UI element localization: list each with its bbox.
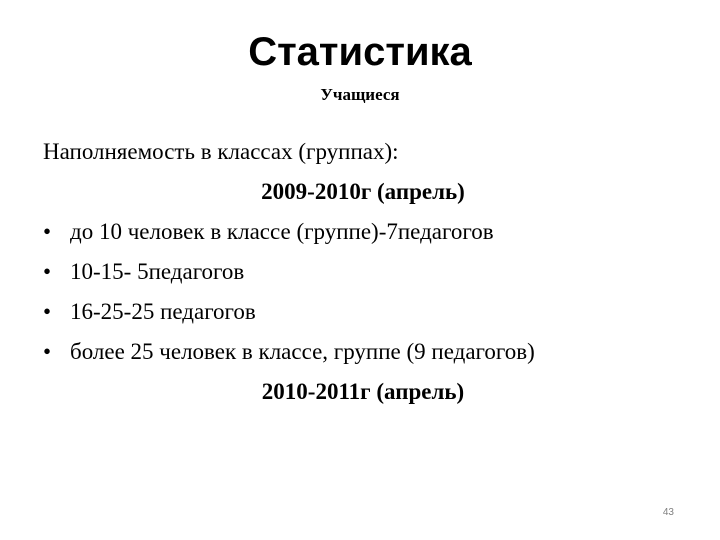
list-item [43, 332, 683, 372]
list-item [43, 292, 683, 332]
bullet-icon: • [43, 339, 52, 364]
bullet-icon: • [43, 299, 52, 324]
period-heading-2010: 2010-2011г (апрель) [261, 379, 465, 404]
slide-body [43, 132, 683, 412]
list-item-text: до 10 человек в классе (группе)-7педагогов [70, 219, 494, 244]
list-item [43, 252, 683, 292]
period-heading-2009: 2009-2010г (апрель) [261, 179, 465, 204]
list-item-text: 10-15- 5педагогов [70, 259, 245, 284]
page-number: 43 [662, 507, 674, 518]
intro-text: Наполняемость в классах (группах): [43, 139, 399, 164]
slide-title: Статистика [248, 30, 472, 74]
list-item-text: 16-25-25 педагогов [70, 299, 256, 324]
bullet-icon: • [43, 219, 52, 244]
bullet-icon: • [43, 259, 52, 284]
list-item-text: более 25 человек в классе, группе (9 педагогов) [70, 339, 535, 364]
list-item [43, 212, 683, 252]
slide-subtitle: Учащиеся [320, 85, 400, 104]
